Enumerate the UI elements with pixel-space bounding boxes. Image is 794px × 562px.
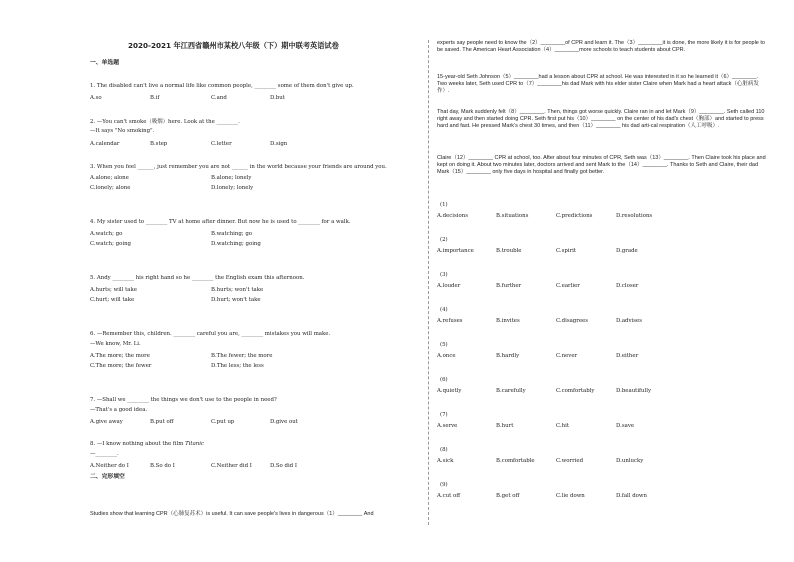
question-1-option-d[interactable]: D.but [270, 95, 285, 101]
question-5-option-a[interactable]: A.hurts; will take [90, 287, 137, 293]
question-7-reply: —That's a good idea. [90, 407, 148, 413]
question-2-option-c[interactable]: C.letter [211, 141, 232, 147]
cloze-5-option-c[interactable]: C.never [556, 353, 578, 359]
question-3-option-d[interactable]: D.lonely; lonely [211, 185, 254, 191]
cloze-6-option-b[interactable]: B.carefully [496, 388, 526, 394]
cloze-1-option-a[interactable]: A.decisions [437, 213, 468, 219]
question-7-stem: 7. —Shall we ________ the things we don't use to the people in need? [90, 397, 277, 403]
cloze-2-option-b[interactable]: B.trouble [496, 248, 522, 254]
cloze-2-option-c[interactable]: C.spirit [556, 248, 577, 254]
passage-paragraph-4: Claire（12）________ CPR at school, too. After about four minutes of CPR, Seth was（13）________. Then Claire took his place and kept on doing it. About two minutes later, doctors arrived and sent Mark to the（14）________. Thanks to Seth and Claire, their dad Mark（15）________ only five days in hospital and finally got better. [437, 155, 766, 175]
cloze-4-option-c[interactable]: C.disagrees [556, 318, 588, 324]
question-5-option-c[interactable]: C.hurt; will take [90, 297, 135, 303]
question-1-option-a[interactable]: A.so [90, 95, 102, 101]
cloze-1-option-b[interactable]: B.situations [496, 213, 529, 219]
question-2-stem: 2. —You can't smoke（吸烟）here. Look at the ________. [90, 119, 240, 125]
question-6-option-a[interactable]: A.The more; the more [90, 353, 150, 359]
question-6-stem: 6. —Remember this, children. ________ careful you are, ________ mistakes you will make. [90, 331, 331, 337]
passage-paragraph-3: That day, Mark suddenly felt（8）________. Then, things got worse quickly. Claire ran in and let Mark（9）________. Seth called 110 right away and then started doing CPR. Seth first put his（10）________ on the center of his dad's chest（胸部）and started to press hard and fast. He pressed Mark's chest 30 times, and then（11）________ his dad arti-cal respiration（人工呼吸）. [437, 109, 765, 129]
question-1-stem: 1. The disabled can't live a normal life like common people, ________ some of them don't give up. [90, 83, 354, 89]
question-7-option-b[interactable]: B.put off [150, 419, 174, 425]
question-8-film-title: Titanic [185, 441, 204, 447]
cloze-9-number: (9) [440, 482, 448, 488]
question-8-stem-text: 8. —I know nothing about the film [90, 441, 186, 447]
cloze-7-option-c[interactable]: C.hit [556, 423, 570, 429]
cloze-5-option-b[interactable]: B.hardly [496, 353, 520, 359]
cloze-3-option-c[interactable]: C.earlier [556, 283, 580, 289]
cloze-6-number: (6) [440, 377, 448, 383]
question-2-option-b[interactable]: B.step [150, 141, 168, 147]
question-4-option-c[interactable]: C.watch; going [90, 241, 132, 247]
question-4-option-b[interactable]: B.watching; go [211, 231, 253, 237]
cloze-2-number: (2) [440, 237, 448, 243]
question-4-option-d[interactable]: D.watching; going [211, 241, 261, 247]
question-1-option-c[interactable]: C.and [211, 95, 227, 101]
cloze-8-option-a[interactable]: A.sick [437, 458, 454, 464]
passage-start: Studies show that learning CPR（心肺复苏术）is useful. It can save people's lives in dangerous（1）________ And [90, 511, 374, 517]
cloze-8-option-d[interactable]: D.unlucky [616, 458, 644, 464]
cloze-9-option-d[interactable]: D.fall down [616, 493, 647, 499]
cloze-3-option-d[interactable]: D.closer [616, 283, 639, 289]
cloze-4-option-b[interactable]: B.invites [496, 318, 520, 324]
question-5-option-b[interactable]: B.hurts; won't take [211, 287, 264, 293]
cloze-8-option-c[interactable]: C.worried [556, 458, 584, 464]
cloze-6-option-d[interactable]: D.beautifully [616, 388, 652, 394]
question-8-option-c[interactable]: C.Neither did I [211, 463, 252, 469]
question-8-stem [90, 441, 204, 448]
column-divider [428, 40, 429, 525]
cloze-5-option-d[interactable]: D.either [616, 353, 639, 359]
cloze-2-option-a[interactable]: A.importance [437, 248, 474, 254]
cloze-8-option-b[interactable]: B.comfortable [496, 458, 535, 464]
question-2-reply: —It says "No smoking". [90, 128, 155, 134]
question-6-reply: —We know, Mr. Li. [90, 341, 141, 347]
question-7-option-a[interactable]: A.give away [90, 419, 123, 425]
question-6-option-c[interactable]: C.The more; the fewer [90, 363, 152, 369]
cloze-9-option-a[interactable]: A.cut off [437, 493, 461, 499]
cloze-2-option-d[interactable]: D.grade [616, 248, 638, 254]
cloze-8-number: (8) [440, 447, 448, 453]
cloze-9-option-b[interactable]: B.get off [496, 493, 520, 499]
cloze-6-option-c[interactable]: C.comfortably [556, 388, 595, 394]
question-8-option-a[interactable]: A.Neither do I [90, 463, 129, 469]
question-5-stem: 5. Andy ________ his right hand so he ________ the English exam this afternoon. [90, 275, 305, 281]
cloze-1-option-d[interactable]: D.resolutions [616, 213, 653, 219]
cloze-3-option-b[interactable]: B.further [496, 283, 522, 289]
cloze-3-number: (3) [440, 272, 448, 278]
cloze-7-option-a[interactable]: A.serve [437, 423, 458, 429]
cloze-7-number: (7) [440, 412, 448, 418]
cloze-7-option-d[interactable]: D.save [616, 423, 635, 429]
question-2-option-d[interactable]: D.sign [270, 141, 288, 147]
section-heading-single-choice: 一、单选题 [90, 60, 119, 66]
question-3-stem: 3. When you feel ______, just remember you are not ______ in the world because your friends are around you. [90, 164, 387, 170]
section-heading-cloze: 二、完形填空 [90, 474, 125, 480]
passage-paragraph-1: experts say people need to know the（2）________of CPR and learn it. The（3）________it is done, the more likely it is for people to be saved. The American Heart Association（4）________more schools to teach students about CPR. [437, 40, 765, 53]
page-title: 2020-2021 年江西省赣州市某校八年级（下）期中联考英语试卷 [128, 41, 339, 50]
cloze-7-option-b[interactable]: B.hurt [496, 423, 514, 429]
question-8-reply: —________. [90, 451, 119, 457]
question-6-option-d[interactable]: D.The less; the less [211, 363, 264, 369]
cloze-9-option-c[interactable]: C.lie down [556, 493, 585, 499]
cloze-4-option-a[interactable]: A.refuses [437, 318, 463, 324]
cloze-3-option-a[interactable]: A.louder [437, 283, 461, 289]
question-3-option-c[interactable]: C.lonely; alone [90, 185, 131, 191]
question-5-option-d[interactable]: D.hurt; won't take [211, 297, 261, 303]
question-8-option-d[interactable]: D.So did I [270, 463, 297, 469]
cloze-1-option-c[interactable]: C.predictions [556, 213, 593, 219]
question-4-stem: 4. My sister used to ________ TV at home after dinner. But now he is used to ________ for a walk. [90, 219, 351, 225]
cloze-5-number: (5) [440, 342, 448, 348]
question-3-option-a[interactable]: A.alone; alone [90, 175, 129, 181]
question-7-option-c[interactable]: C.put up [211, 419, 235, 425]
cloze-6-option-a[interactable]: A.quietly [437, 388, 462, 394]
passage-paragraph-2: 15-year-old Seth Johnson（5）________had a lesson about CPR at school. He was interested in it so he learned it（6）________. Two weeks later, Seth used CPR to（7）________his dad Mark with his elder sister Claire when Mark had a heart attack（心脏病发作）. [437, 74, 759, 94]
question-7-option-d[interactable]: D.give out [270, 419, 298, 425]
cloze-1-number: (1) [440, 202, 448, 208]
question-2-option-a[interactable]: A.calendar [90, 141, 120, 147]
cloze-4-option-d[interactable]: D.advises [616, 318, 643, 324]
question-8-option-b[interactable]: B.So do I [150, 463, 175, 469]
question-4-option-a[interactable]: A.watch; go [90, 231, 123, 237]
question-1-option-b[interactable]: B.if [150, 95, 160, 101]
question-6-option-b[interactable]: B.The fewer; the more [211, 353, 273, 359]
question-3-option-b[interactable]: B.alone; lonely [211, 175, 252, 181]
cloze-5-option-a[interactable]: A.once [437, 353, 456, 359]
cloze-4-number: (4) [440, 307, 448, 313]
